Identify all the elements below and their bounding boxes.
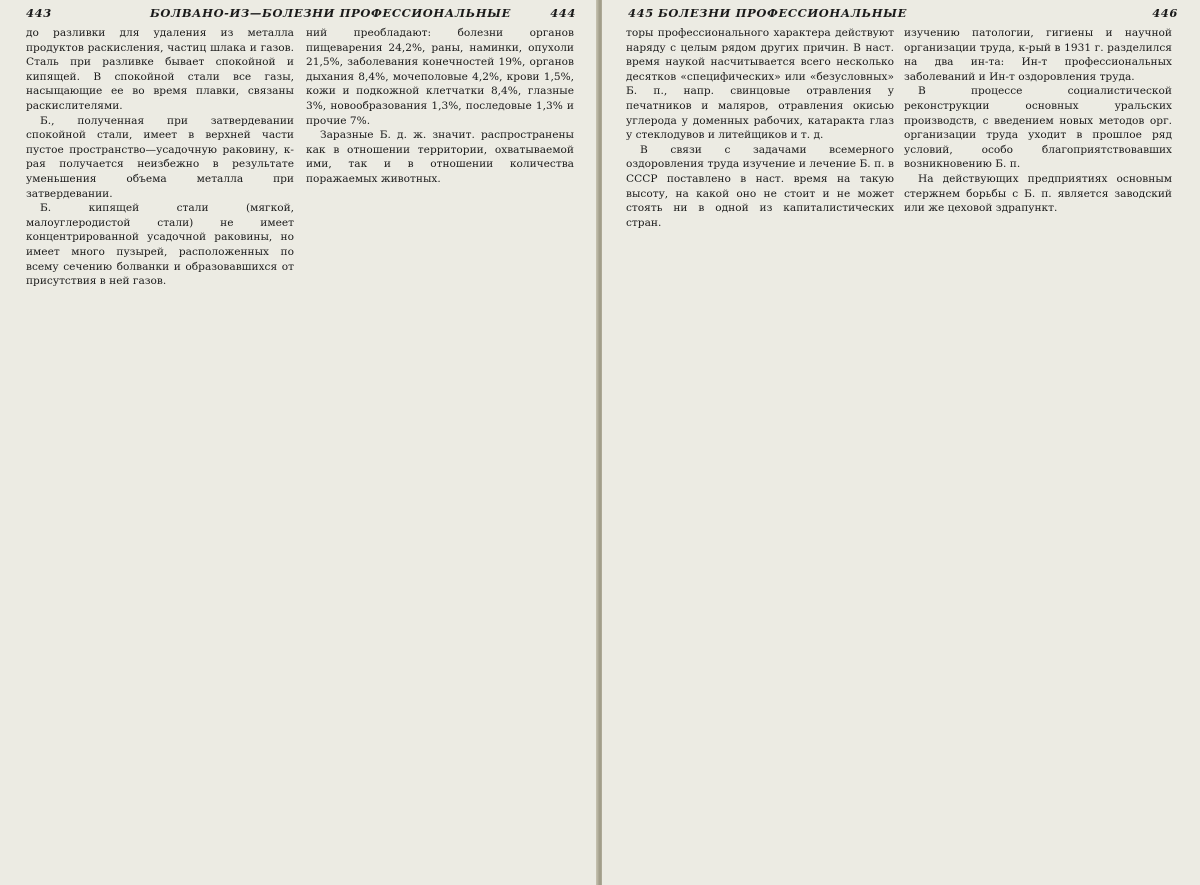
column-1 <box>26 26 294 878</box>
right-page <box>602 0 1200 885</box>
col2-para-1: ний преобладают: болезни органов пищеварения 24,2%, раны, наминки, опухоли 21,5%, заболевания конечностей 19%, органов дыхания 8,4%, мочеполовые 4,2%, крови 1,5%, кожи и подкожной клетчатки 8,4%, глазные 3%, новообразования 1,3%, последовые 1,3% и прочие 7%. <box>306 27 574 127</box>
page-number-445: 445 <box>628 6 654 20</box>
left-page <box>0 0 598 885</box>
running-head-title-left: БОЛВАНО-ИЗ—БОЛЕЗНИ ПРОФЕССИОНАЛЬНЫЕ <box>150 6 511 20</box>
page-number-444: 444 <box>550 6 576 20</box>
column-4 <box>904 26 1172 878</box>
column-2 <box>306 26 574 878</box>
page-number-446: 446 <box>1152 6 1178 20</box>
col1-para-3: Б. кипящей стали (мягкой, малоуглеродистой стали) не имеет концентрированной усадочной раковины, но имеет много пузырей, расположенных по всему сечению болванки и образовавшихся от присутствия в ней газов. <box>26 202 294 288</box>
col2-para-2: Заразные Б. д. ж. значит. распространены как в отношении территории, охватываемой ими, так и в отношении количества поражаемых животных. <box>306 129 574 185</box>
right-running-head <box>602 4 1200 24</box>
col4-para-3: На действующих предприятиях основным стержнем борьбы с Б. п. является заводский или же цеховой здрапункт. <box>904 172 1172 215</box>
left-running-head <box>0 4 598 24</box>
col1-para-1: до разливки для удаления из металла продуктов раскисления, частиц шлака и газов. Сталь при разливке бывает спокойной и кипящей. В спокойной стали все газы, насыщающие ее во время плавки, связаны раскислителями. <box>26 27 294 112</box>
column-3 <box>626 26 894 878</box>
running-head-title-right: БОЛЕЗНИ ПРОФЕССИОНАЛЬНЫЕ <box>658 6 907 20</box>
col3-para-1: торы профессионального характера действуют наряду с целым рядом других причин. В наст. время наукой насчитывается всего несколько десятков «специфических» или «безусловных» Б. п., напр. свинцовые отравления у печатников и маляров, отравления окисью углерода у доменных рабочих, катаракта глаз у стеклодувов и литейщиков и т. д. <box>626 27 894 142</box>
page-number-443: 443 <box>26 6 52 20</box>
col4-para-2: В процессе социалистической реконструкции основных уральских производств, с введением новых методов орг. организации труда уходит в прошлое ряд условий, особо благоприятствовавших возникновению Б. п. <box>904 85 1172 171</box>
col3-para-2: В связи с задачами всемерного оздоровления труда изучение и лечение Б. п. в СССР поставлено в наст. время на такую высоту, на какой оно не стоит и не может стоять ни в одной из капиталистических стран. <box>626 143 894 229</box>
col1-para-2: Б., полученная при затвердевании спокойной стали, имеет в верхней части пустое пространство—усадочную раковину, к-рая получается неизбежно в результате уменьшения объема металла при затвердевании. <box>26 114 294 200</box>
col4-para-1: изучению патологии, гигиены и научной организации труда, к-рый в 1931 г. разделился на два ин-та: Ин-т профессиональных заболеваний и Ин-т оздоровления труда. <box>904 27 1172 83</box>
